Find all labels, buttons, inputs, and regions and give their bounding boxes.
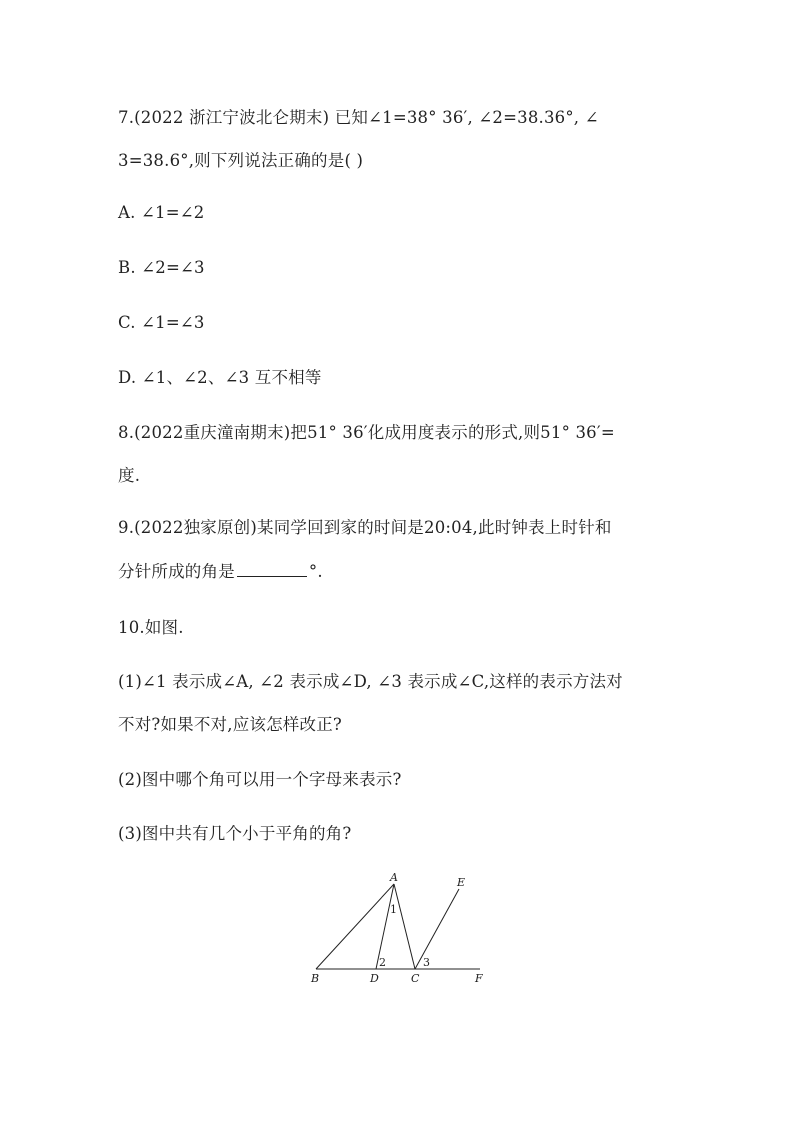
- q10-p1-line2: 不对?如果不对,应该怎样改正?: [118, 715, 342, 734]
- label-d: D: [370, 972, 379, 985]
- q7-line2: 3=38.6°,则下列说法正确的是( ): [118, 151, 364, 170]
- label-b: B: [311, 972, 320, 985]
- label-a: A: [390, 871, 398, 884]
- q10-title: 10.如图.: [118, 618, 184, 637]
- angle-label-3: 3: [423, 956, 430, 969]
- segment-ac: [394, 884, 415, 969]
- q10-p2: (2)图中哪个角可以用一个字母来表示?: [118, 770, 402, 789]
- q7-option-c: C. ∠1=∠3: [118, 313, 205, 332]
- ray-ce: [415, 889, 459, 969]
- angle-label-1: 1: [390, 903, 397, 916]
- q8-line1: 8.(2022重庆潼南期末)把51° 36′化成用度表示的形式,则51° 36′=: [118, 423, 615, 442]
- geometry-figure: [300, 868, 500, 988]
- q9-line1: 9.(2022独家原创)某同学回到家的时间是20:04,此时钟表上时针和: [118, 518, 612, 537]
- q9-line2-before: 分针所成的角是: [118, 562, 235, 581]
- q9-line2: [118, 560, 323, 583]
- q7-line1: 7.(2022 浙江宁波北仑期末) 已知∠1=38° 36′, ∠2=38.36°, ∠: [118, 108, 599, 127]
- q10-p3: (3)图中共有几个小于平角的角?: [118, 824, 352, 843]
- label-f: F: [475, 972, 483, 985]
- q10-p1-line1: (1)∠1 表示成∠A, ∠2 表示成∠D, ∠3 表示成∠C,这样的表示方法对: [118, 672, 623, 691]
- q7-option-d: D. ∠1、∠2、∠3 互不相等: [118, 368, 322, 387]
- q9-answer-blank: [237, 560, 307, 577]
- q8-line2: 度.: [118, 466, 141, 485]
- angle-label-2: 2: [379, 956, 386, 969]
- label-c: C: [411, 972, 420, 985]
- q7-option-a: A. ∠1=∠2: [118, 203, 205, 222]
- label-e: E: [457, 876, 466, 889]
- q7-option-b: B. ∠2=∠3: [118, 258, 205, 277]
- q9-line2-after: °.: [308, 562, 323, 581]
